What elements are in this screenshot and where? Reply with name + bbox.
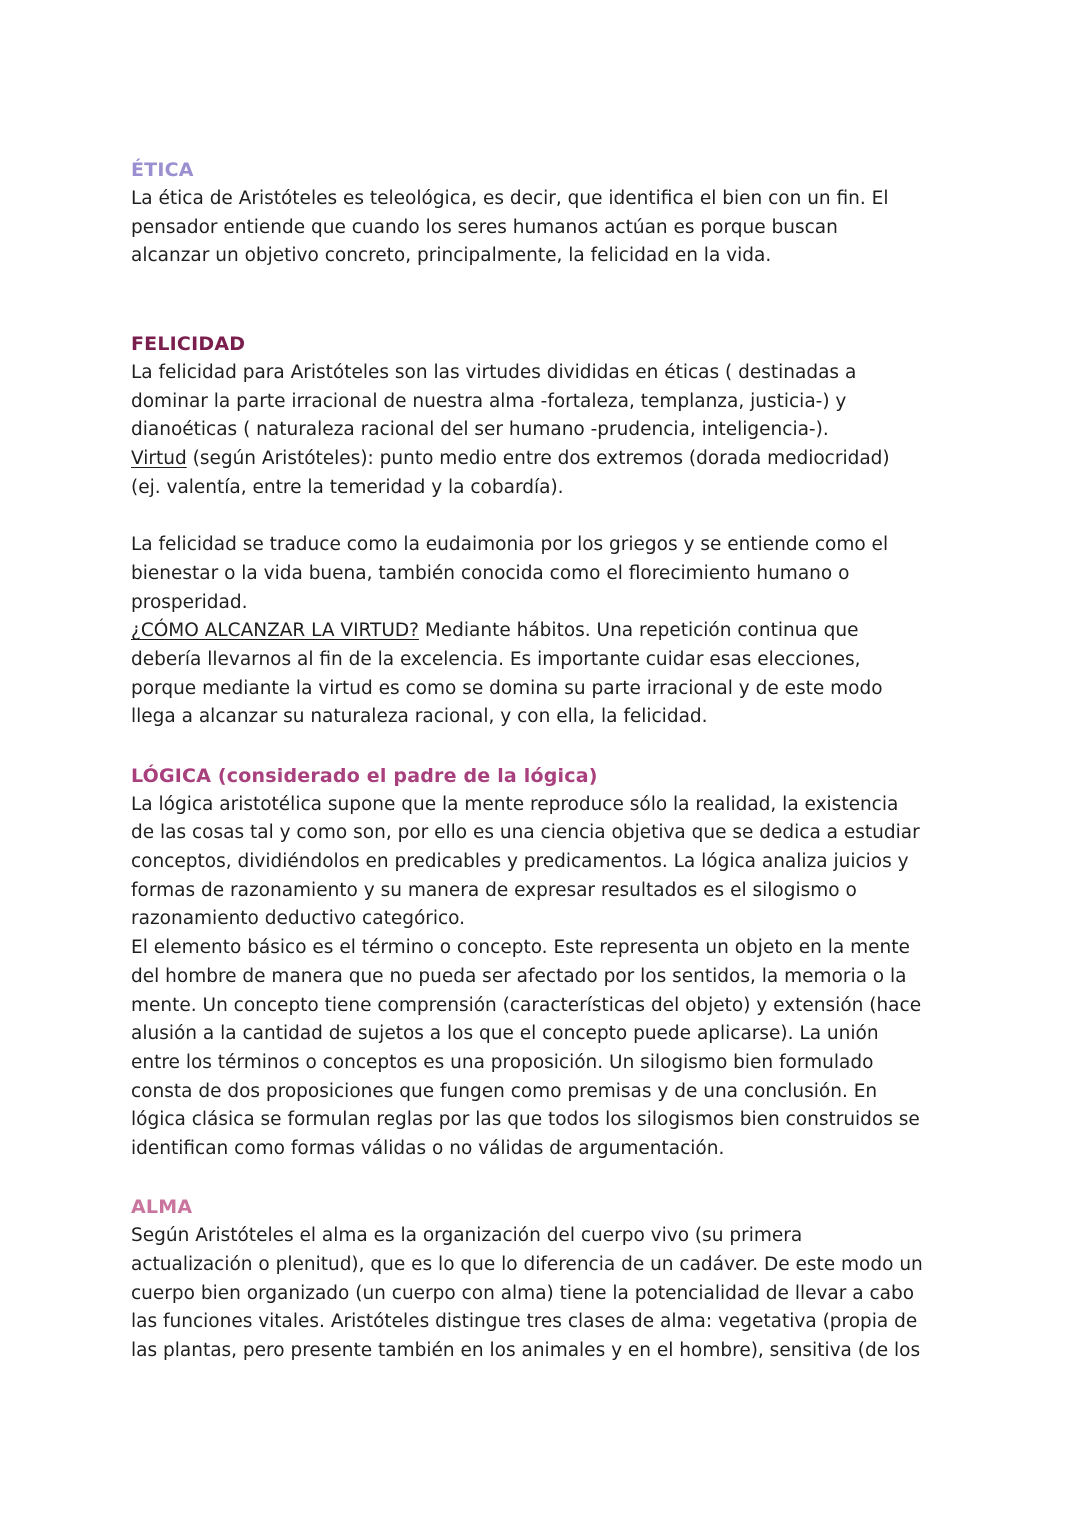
text-line: llega a alcanzar su naturaleza racional, y con ella, la felicidad. [131,706,708,728]
text-line: pensador entiende que cuando los seres humanos actúan es porque buscan [131,216,838,238]
text-line: lógica clásica se formulan reglas por las que todos los silogismos bien construidos se [131,1109,920,1131]
document-page [131,155,961,1366]
text-line: consta de dos proposiciones que fungen como premisas y de una conclusión. En [131,1080,878,1102]
text-line: razonamiento deductivo categórico. [131,908,466,930]
section-etica [131,155,961,271]
paragraph-felicidad-1 [131,359,961,502]
paragraph-alma [131,1222,961,1365]
text-line: La felicidad se traduce como la eudaimonia por los griegos y se entiende como el [131,534,889,556]
text-line [131,617,961,646]
question-answer: Mediante hábitos. Una repetición continua que [418,620,859,642]
section-alma [131,1192,961,1365]
text-line: cuerpo bien organizado (un cuerpo con alma) tiene la potencialidad de llevar a cabo [131,1282,915,1304]
text-line: entre los términos o conceptos es una proposición. Un silogismo bien formulado [131,1051,874,1073]
heading-alma: ALMA [131,1196,193,1219]
text-line: las funciones vitales. Aristóteles distingue tres clases de alma: vegetativa (propia de [131,1311,918,1333]
paragraph-felicidad-2 [131,531,961,732]
text-line: El elemento básico es el término o concepto. Este representa un objeto en la mente [131,937,910,959]
text-line: La lógica aristotélica supone que la mente reproduce sólo la realidad, la existencia [131,793,899,815]
section-felicidad [131,329,961,732]
text-line: del hombre de manera que no pueda ser afectado por los sentidos, la memoria o la [131,965,907,987]
text-line: dianoéticas ( naturaleza racional del ser humano -prudencia, inteligencia-). [131,419,829,441]
text-line: dominar la parte irracional de nuestra alma -fortaleza, templanza, justicia-) y [131,390,847,412]
virtud-term: Virtud [131,448,187,470]
text-line: Según Aristóteles el alma es la organización del cuerpo vivo (su primera [131,1225,803,1247]
virtud-definition: (según Aristóteles): punto medio entre dos extremos (dorada mediocridad) [186,448,890,470]
question-virtud: ¿CÓMO ALCANZAR LA VIRTUD? [131,620,419,642]
section-logica [131,761,961,1164]
text-line: alcanzar un objetivo concreto, principalmente, la felicidad en la vida. [131,245,772,267]
text-line: porque mediante la virtud es como se domina su parte irracional y de este modo [131,677,883,699]
text-line: La felicidad para Aristóteles son las virtudes divididas en éticas ( destinadas a [131,362,857,384]
text-line: prosperidad. [131,591,248,613]
paragraph-etica [131,185,961,271]
text-line: las plantas, pero presente también en los animales y en el hombre), sensitiva (de los [131,1340,921,1362]
heading-etica: ÉTICA [131,159,194,181]
text-line: debería llevarnos al fin de la excelencia. Es importante cuidar esas elecciones, [131,648,861,670]
text-line [131,445,961,474]
text-line: bienestar o la vida buena, también conocida como el florecimiento humano o [131,562,850,584]
text-line: mente. Un concepto tiene comprensión (características del objeto) y extensión (hace [131,994,922,1016]
text-line: formas de razonamiento y su manera de expresar resultados es el silogismo o [131,879,857,901]
text-line: identifican como formas válidas o no válidas de argumentación. [131,1137,725,1159]
text-line: conceptos, dividiéndolos en predicables y predicamentos. La lógica analiza juicios y [131,851,909,873]
text-line: de las cosas tal y como son, por ello es una ciencia objetiva que se dedica a estudiar [131,822,920,844]
paragraph-logica [131,791,961,1164]
heading-logica: LÓGICA (considerado el padre de la lógica) [131,764,598,787]
text-line: (ej. valentía, entre la temeridad y la cobardía). [131,476,564,498]
text-line: actualización o plenitud), que es lo que lo diferencia de un cadáver. De este modo un [131,1254,923,1275]
text-line: alusión a la cantidad de sujetos a los que el concepto puede aplicarse). La unión [131,1023,879,1045]
heading-felicidad: FELICIDAD [131,333,246,356]
text-line: La ética de Aristóteles es teleológica, es decir, que identifica el bien con un fin. El [131,188,889,209]
